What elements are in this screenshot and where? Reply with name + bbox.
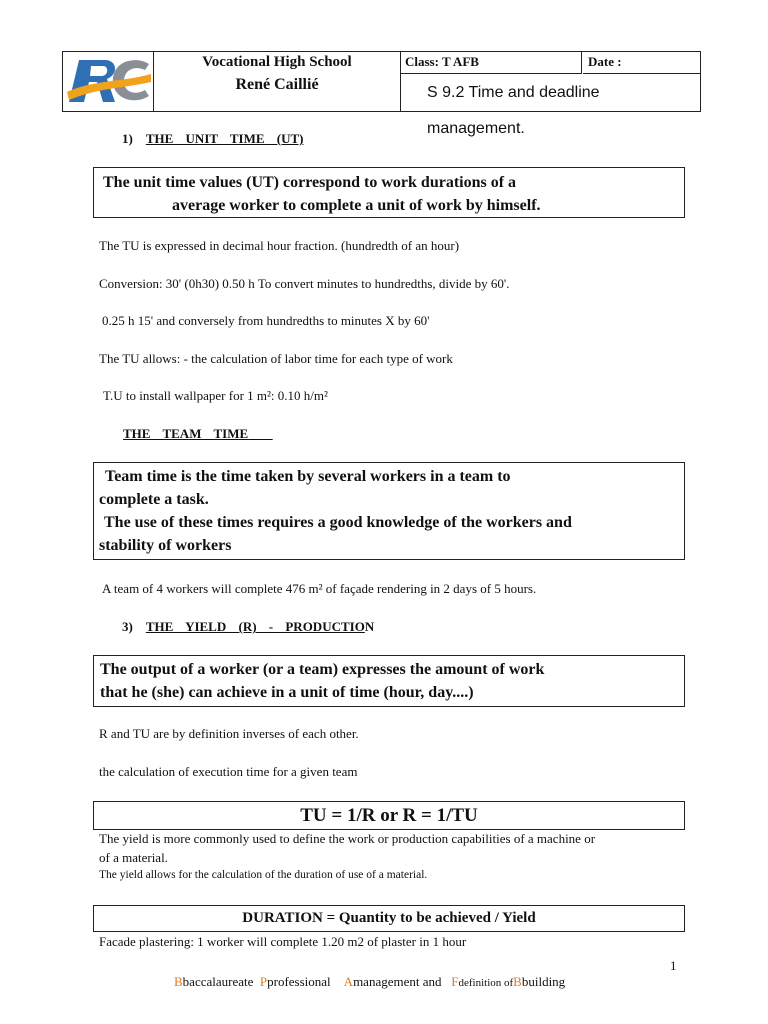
section3-number: 3) xyxy=(122,619,133,634)
header-table xyxy=(62,51,701,137)
footer-word-building: building xyxy=(521,974,566,989)
section3-box-line1: The output of a worker (or a team) expresses the amount of work xyxy=(100,661,545,678)
document-title: S 9.2 Time and deadline management. xyxy=(427,84,600,137)
school-name-line2: René Caillié xyxy=(235,76,319,93)
section1-paragraph3: 0.25 h 15' and conversely from hundredths to minutes X by 60' xyxy=(102,313,430,328)
rc-logo-icon xyxy=(63,52,153,111)
class-label: Class: T AFB xyxy=(401,52,582,74)
footer-letter-p: P xyxy=(259,974,268,989)
date-label: Date : xyxy=(583,52,700,74)
section3-paragraph6: Facade plastering: 1 worker will complete 1.20 m2 of plaster in 1 hour xyxy=(99,934,467,949)
section3-box-line2: that he (she) can achieve in a unit of time (hour, day....) xyxy=(100,684,474,701)
section3-title-tail: N xyxy=(364,619,375,634)
tu-formula-box: TU = 1/R or R = 1/TU xyxy=(93,801,685,830)
section1-title: THE UNIT TIME (UT) xyxy=(145,131,304,146)
section2-title: THE TEAM TIME xyxy=(123,426,249,441)
section3-heading xyxy=(122,619,374,635)
page-number: 1 xyxy=(670,958,677,973)
section2-box-line2: complete a task. xyxy=(99,491,209,508)
footer-word-baccalaureate: baccalaureate xyxy=(182,974,254,989)
school-name-line1: Vocational High School xyxy=(202,54,352,70)
section3-definition-box xyxy=(93,655,685,707)
footer-word-management: management and xyxy=(353,974,442,989)
section1-paragraph1: The TU is expressed in decimal hour fraction. (hundredth of an hour) xyxy=(99,238,460,253)
section1-definition-box xyxy=(93,167,685,218)
footer-acronym xyxy=(174,974,565,990)
section3-paragraph5: The yield allows for the calculation of the duration of use of a material. xyxy=(99,869,428,881)
section2-box-line3: The use of these times requires a good knowledge of the workers and xyxy=(104,514,572,531)
footer-word-professional: professional xyxy=(267,974,331,989)
section2-box-line4: stability of workers xyxy=(99,537,232,554)
section2-definition-box xyxy=(93,462,685,560)
section1-box-line1: The unit time values (UT) correspond to work durations of a xyxy=(103,174,517,191)
section3-title: THE YIELD (R) - PRODUCTIO xyxy=(145,619,365,634)
section2-heading xyxy=(123,426,273,442)
footer-letter-f: F xyxy=(451,974,459,989)
footer-letter-a: A xyxy=(343,974,354,989)
section1-heading xyxy=(122,131,303,147)
section2-box-line1: Team time is the time taken by several workers in a team to xyxy=(105,468,511,485)
footer-letter-b2: B xyxy=(513,974,522,989)
section1-paragraph5: T.U to install wallpaper for 1 m²: 0.10 h/m² xyxy=(103,388,328,403)
school-logo xyxy=(63,52,154,111)
footer-word-definition: definition of xyxy=(458,977,514,989)
duration-formula-box: DURATION = Quantity to be achieved / Yield xyxy=(93,905,685,932)
school-name-cell xyxy=(154,52,401,111)
section1-paragraph4: The TU allows: - the calculation of labor time for each type of work xyxy=(99,351,453,366)
section1-number: 1) xyxy=(122,131,133,146)
section1-paragraph2: Conversion: 30' (0h30) 0.50 h To convert minutes to hundredths, divide by 60'. xyxy=(99,276,510,291)
section1-box-line2: average worker to complete a unit of work by himself. xyxy=(172,197,541,214)
section3-paragraph3: The yield is more commonly used to define the work or production capabilities of a machine or xyxy=(99,831,596,846)
section3-paragraph4: of a material. xyxy=(99,850,168,865)
footer-letter-b: B xyxy=(174,974,183,989)
section2-paragraph1: A team of 4 workers will complete 476 m² of façade rendering in 2 days of 5 hours. xyxy=(102,581,537,596)
section3-paragraph1: R and TU are by definition inverses of each other. xyxy=(99,726,359,741)
section3-paragraph2: the calculation of execution time for a given team xyxy=(99,764,358,779)
